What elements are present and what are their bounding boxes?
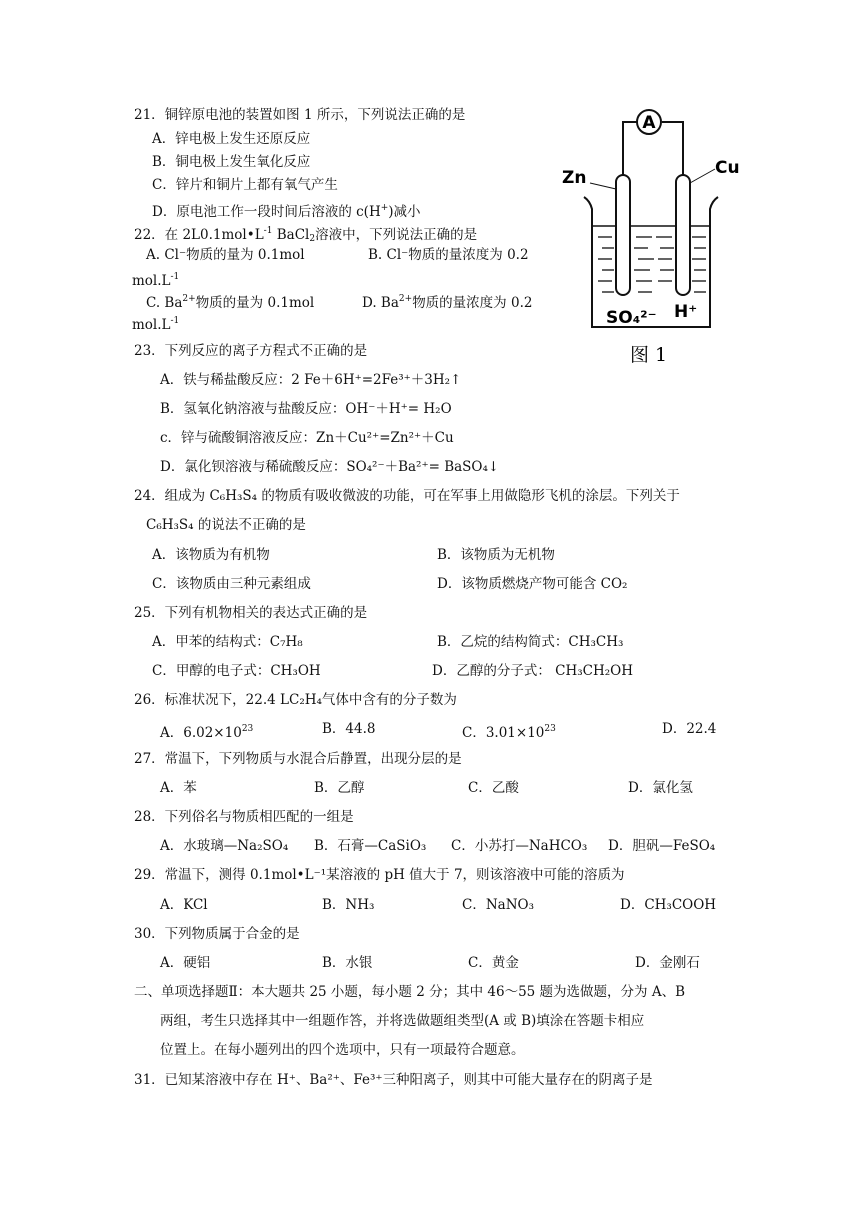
zinc-electrode xyxy=(616,175,630,295)
q27-option-c: C．乙酸 xyxy=(468,780,519,796)
q27-stem: 27．常温下，下列物质与水混合后静置，出现分层的是 xyxy=(134,751,462,767)
q26-option-c: C．$3.01\times 10^{23}$ xyxy=(462,724,556,741)
q22-option-b-unit: $mol.L^{-1}$ xyxy=(132,272,180,289)
q24-stem-cont: C₆H₃S₄ 的说法不正确的是 xyxy=(146,517,306,533)
q29-stem: 29．常温下，测得 0.1mol•L⁻¹某溶液的 pH 值大于 7，则该溶液中可能的溶质为 xyxy=(134,867,625,883)
q30-stem: 30．下列物质属于合金的是 xyxy=(134,926,300,942)
q29-option-a: A．KCl xyxy=(160,897,208,913)
q24-option-d: D．该物质燃烧产物可能含 CO₂ xyxy=(437,576,628,592)
q25-option-c: C．甲醇的电子式：CH₃OH xyxy=(152,663,321,679)
wire-right xyxy=(662,122,683,182)
q25-option-d: D．乙醇的分子式： CH₃CH₂OH xyxy=(432,663,633,679)
q30-option-d: D．金刚石 xyxy=(635,955,700,971)
q24-option-b: B．该物质为无机物 xyxy=(437,547,555,563)
q21-option-d: D．原电池工作一段时间后溶液的 c(H+)减小 xyxy=(152,203,421,220)
q22-option-c: C. $Ba^{2+}$物质的量为 0.1mol xyxy=(146,294,315,311)
q30-option-a: A．硬铝 xyxy=(160,955,211,971)
q26-option-d: D．22.4 xyxy=(662,721,717,737)
q22-option-d: D. $Ba^{2+}$物质的量浓度为 0.2 xyxy=(362,294,533,311)
section2-line1: 二、单项选择题Ⅱ：本大题共 25 小题，每小题 2 分；其中 46～55 题为选做题，分为 A、B xyxy=(134,984,686,1000)
wire-left xyxy=(623,122,637,182)
q26-option-a: A．$6.02\times 10^{23}$ xyxy=(160,724,254,741)
q23-option-a: A．铁与稀盐酸反应：2 Fe＋6H⁺=2Fe³⁺＋3H₂↑ xyxy=(160,372,462,388)
cu-pointer xyxy=(690,169,715,183)
q25-option-b: B．乙烷的结构简式：CH₃CH₃ xyxy=(437,634,624,650)
q21-stem: 21．铜锌原电池的装置如图 1 所示，下列说法正确的是 xyxy=(134,107,466,123)
q22-option-a: A. Cl⁻物质的量为 0.1mol xyxy=(146,247,305,263)
q28-stem: 28．下列俗名与物质相匹配的一组是 xyxy=(134,809,354,825)
q29-option-c: C．NaNO₃ xyxy=(462,897,534,913)
zn-pointer xyxy=(590,183,616,189)
copper-electrode xyxy=(676,175,690,295)
q29-option-d: D．CH₃COOH xyxy=(620,897,717,913)
section2-line3: 位置上。在每小题列出的四个选项中，只有一项最符合题意。 xyxy=(160,1042,525,1058)
q23-option-b: B．氢氧化钠溶液与盐酸反应：OH⁻＋H⁺= H₂O xyxy=(160,401,452,417)
sulfate-ion-label: SO₄²⁻ xyxy=(606,308,657,328)
q30-option-b: B．水银 xyxy=(322,955,373,971)
q24-option-c: C．该物质由三种元素组成 xyxy=(152,576,311,592)
figure-caption: 图 1 xyxy=(630,344,668,366)
q23-option-c: c．锌与硫酸铜溶液反应：Zn＋Cu²⁺=Zn²⁺＋Cu xyxy=(160,430,454,446)
q28-option-c: C．小苏打—NaHCO₃ xyxy=(451,838,588,854)
q28-option-a: A．水玻璃—Na₂SO₄ xyxy=(160,838,289,854)
q28-option-b: B．石膏—CaSiO₃ xyxy=(314,838,427,854)
q27-option-b: B．乙醇 xyxy=(314,780,365,796)
q21-option-b: B．铜电极上发生氧化反应 xyxy=(152,154,311,170)
section2-line2: 两组，考生只选择其中一组题作答，并将选做题组类型(A 或 B)填涂在答题卡相应 xyxy=(160,1013,645,1029)
q21-option-a: A．锌电极上发生还原反应 xyxy=(152,131,311,147)
q23-stem: 23．下列反应的离子方程式不正确的是 xyxy=(134,343,368,359)
ammeter-label: A xyxy=(642,113,656,133)
q25-option-a: A．甲苯的结构式：C₇H₈ xyxy=(152,634,303,650)
q22-option-d-unit: $mol.L^{-1}$ xyxy=(132,316,180,333)
q22-option-b: B. Cl⁻物质的量浓度为 0.2 xyxy=(368,247,529,263)
q28-option-d: D．胆矾—FeSO₄ xyxy=(608,838,716,854)
q26-stem: 26．标准状况下，22.4 LC₂H₄气体中含有的分子数为 xyxy=(134,692,457,708)
cu-label: Cu xyxy=(715,158,740,178)
q29-option-b: B．NH₃ xyxy=(322,897,375,913)
q31-stem: 31．已知某溶液中存在 H⁺、Ba²⁺、Fe³⁺三种阳离子，则其中可能大量存在的阴离子是 xyxy=(134,1072,653,1088)
q30-option-c: C．黄金 xyxy=(468,955,519,971)
q21-option-c: C．锌片和铜片上都有氧气产生 xyxy=(152,177,338,193)
zn-label: Zn xyxy=(562,168,587,188)
q23-option-d: D．氯化钡溶液与稀硫酸反应：SO₄²⁻＋Ba²⁺= BaSO₄↓ xyxy=(160,459,500,475)
q24-stem: 24．组成为 C₆H₃S₄ 的物质有吸收微波的功能，可在军事上用做隐形飞机的涂层。下列关于 xyxy=(134,488,680,504)
galvanic-cell-figure xyxy=(560,105,760,370)
q27-option-d: D．氯化氢 xyxy=(628,780,693,796)
q22-stem: 22．在 $2L0.1mol•L^{-1}$ BaCl$_2$溶液中，下列说法正确的是 xyxy=(134,226,478,244)
q25-stem: 25．下列有机物相关的表达式正确的是 xyxy=(134,605,368,621)
q26-option-b: B．44.8 xyxy=(322,721,376,737)
q24-option-a: A．该物质为有机物 xyxy=(152,547,270,563)
hydrogen-ion-label: H⁺ xyxy=(674,302,698,322)
q27-option-a: A．苯 xyxy=(160,780,197,796)
